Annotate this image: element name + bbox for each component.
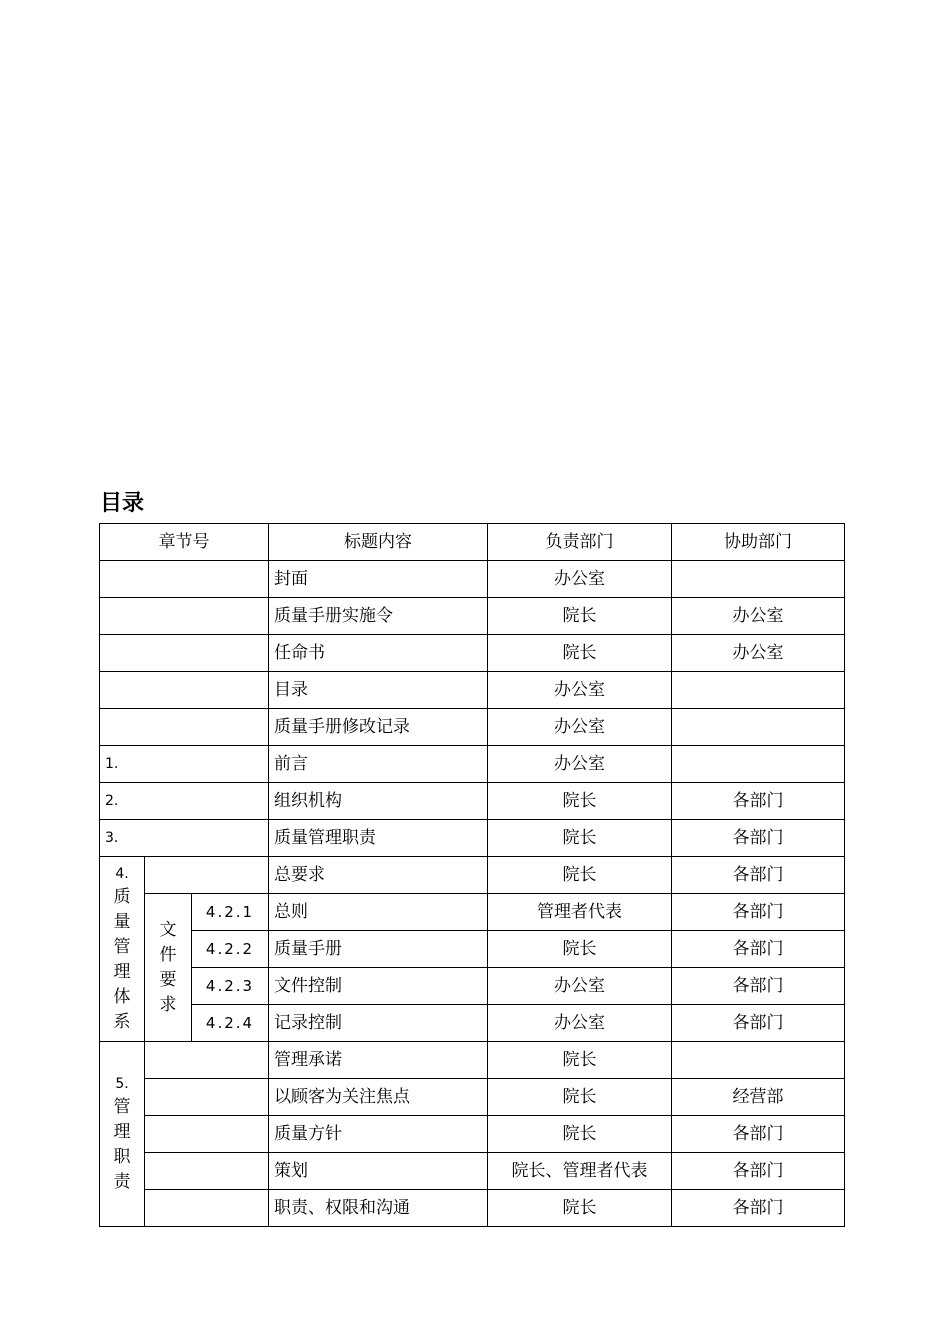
- page-title: 目录: [100, 491, 145, 516]
- chapter-cell: [145, 1116, 269, 1153]
- responsible-cell: 办公室: [488, 561, 672, 598]
- title-cell: 任命书: [269, 635, 488, 672]
- section5-label-char: 管: [113, 1097, 131, 1117]
- responsible-cell: 办公室: [488, 968, 672, 1005]
- assist-cell: 各部门: [672, 820, 845, 857]
- chapter-cell: [145, 1079, 269, 1116]
- doc-requirements-label: [145, 894, 192, 1042]
- subsection-number: 4.2.1: [192, 894, 269, 931]
- section5-label-number: 5.: [115, 1076, 129, 1092]
- header-content: 标题内容: [269, 524, 488, 561]
- assist-cell: [672, 672, 845, 709]
- assist-cell: 各部门: [672, 931, 845, 968]
- chapter-cell: [145, 857, 269, 894]
- assist-cell: 各部门: [672, 783, 845, 820]
- responsible-cell: 院长: [488, 783, 672, 820]
- assist-cell: 各部门: [672, 1190, 845, 1227]
- header-row: [100, 524, 845, 561]
- title-cell: 总则: [269, 894, 488, 931]
- responsible-cell: 院长: [488, 820, 672, 857]
- responsible-cell: 管理者代表: [488, 894, 672, 931]
- title-cell: 组织机构: [269, 783, 488, 820]
- chapter-cell: [100, 561, 269, 598]
- chapter-cell: [100, 709, 269, 746]
- doc-requirements-label-char: 件: [159, 944, 177, 965]
- table-row: [100, 635, 845, 672]
- header-responsible: 负责部门: [488, 524, 672, 561]
- assist-cell: 各部门: [672, 857, 845, 894]
- responsible-cell: 办公室: [488, 672, 672, 709]
- section4-label-number: 4.: [115, 866, 129, 882]
- responsible-cell: 办公室: [488, 709, 672, 746]
- toc-body: [100, 524, 845, 1227]
- title-cell: 质量方针: [269, 1116, 488, 1153]
- section4-label-char: 管: [113, 937, 131, 957]
- title-cell: 策划: [269, 1153, 488, 1190]
- responsible-cell: 院长: [488, 1190, 672, 1227]
- chapter-cell: [100, 672, 269, 709]
- responsible-cell: 院长: [488, 931, 672, 968]
- responsible-cell: 院长: [488, 598, 672, 635]
- chapter-cell: 3.: [100, 820, 269, 857]
- table-row: [100, 672, 845, 709]
- responsible-cell: 院长: [488, 635, 672, 672]
- title-cell: 总要求: [269, 857, 488, 894]
- header-chapter: 章节号: [100, 524, 269, 561]
- table-row: [100, 1005, 845, 1042]
- section5-label-char: 理: [113, 1122, 131, 1142]
- responsible-cell: 院长、管理者代表: [488, 1153, 672, 1190]
- table-row: [100, 709, 845, 746]
- section4-label-char: 量: [113, 912, 131, 932]
- section4-label-char: 质: [113, 887, 131, 907]
- section4-label-char: 理: [113, 962, 131, 982]
- assist-cell: 办公室: [672, 598, 845, 635]
- assist-cell: [672, 746, 845, 783]
- chapter-cell: 1.: [100, 746, 269, 783]
- title-cell: 管理承诺: [269, 1042, 488, 1079]
- title-cell: 以顾客为关注焦点: [269, 1079, 488, 1116]
- responsible-cell: 院长: [488, 1116, 672, 1153]
- assist-cell: 办公室: [672, 635, 845, 672]
- doc-requirements-label-char: 要: [159, 969, 177, 990]
- responsible-cell: 院长: [488, 1079, 672, 1116]
- table-row: [100, 931, 845, 968]
- table-row: [100, 968, 845, 1005]
- title-cell: 目录: [269, 672, 488, 709]
- section5-label-char: 责: [113, 1172, 131, 1192]
- table-row: [100, 746, 845, 783]
- title-cell: 质量管理职责: [269, 820, 488, 857]
- section5-label: [100, 1042, 145, 1227]
- title-cell: 质量手册: [269, 931, 488, 968]
- chapter-cell: 2.: [100, 783, 269, 820]
- table-row: [100, 1190, 845, 1227]
- table-row: [100, 1153, 845, 1190]
- table-row: [100, 894, 845, 931]
- section4-label: [100, 857, 145, 1042]
- doc-requirements-label-char: 文: [159, 919, 177, 940]
- section5-label-char: 职: [113, 1147, 131, 1167]
- title-cell: 质量手册实施令: [269, 598, 488, 635]
- table-row: [100, 820, 845, 857]
- title-cell: 职责、权限和沟通: [269, 1190, 488, 1227]
- responsible-cell: 院长: [488, 857, 672, 894]
- table-row: [100, 1042, 845, 1079]
- title-cell: 前言: [269, 746, 488, 783]
- subsection-number: 4.2.3: [192, 968, 269, 1005]
- responsible-cell: 院长: [488, 1042, 672, 1079]
- doc-requirements-label-char: 求: [159, 994, 177, 1015]
- title-cell: 封面: [269, 561, 488, 598]
- assist-cell: 各部门: [672, 1005, 845, 1042]
- table-row: [100, 1116, 845, 1153]
- assist-cell: 各部门: [672, 968, 845, 1005]
- subsection-number: 4.2.4: [192, 1005, 269, 1042]
- chapter-cell: [145, 1042, 269, 1079]
- header-assist: 协助部门: [672, 524, 845, 561]
- table-row: [100, 1079, 845, 1116]
- chapter-cell: [145, 1190, 269, 1227]
- subsection-number: 4.2.2: [192, 931, 269, 968]
- responsible-cell: 办公室: [488, 1005, 672, 1042]
- assist-cell: 各部门: [672, 1153, 845, 1190]
- chapter-cell: [145, 1153, 269, 1190]
- chapter-cell: [100, 635, 269, 672]
- assist-cell: [672, 1042, 845, 1079]
- title-cell: 记录控制: [269, 1005, 488, 1042]
- toc-table: [99, 523, 845, 1227]
- assist-cell: 各部门: [672, 894, 845, 931]
- table-row: [100, 783, 845, 820]
- table-row: [100, 598, 845, 635]
- title-cell: 质量手册修改记录: [269, 709, 488, 746]
- section4-label-char: 体: [113, 987, 131, 1007]
- section4-label-char: 系: [113, 1012, 131, 1032]
- chapter-cell: [100, 598, 269, 635]
- assist-cell: [672, 561, 845, 598]
- title-cell: 文件控制: [269, 968, 488, 1005]
- table-row: [100, 561, 845, 598]
- responsible-cell: 办公室: [488, 746, 672, 783]
- table-row: [100, 857, 845, 894]
- assist-cell: [672, 709, 845, 746]
- assist-cell: 各部门: [672, 1116, 845, 1153]
- assist-cell: 经营部: [672, 1079, 845, 1116]
